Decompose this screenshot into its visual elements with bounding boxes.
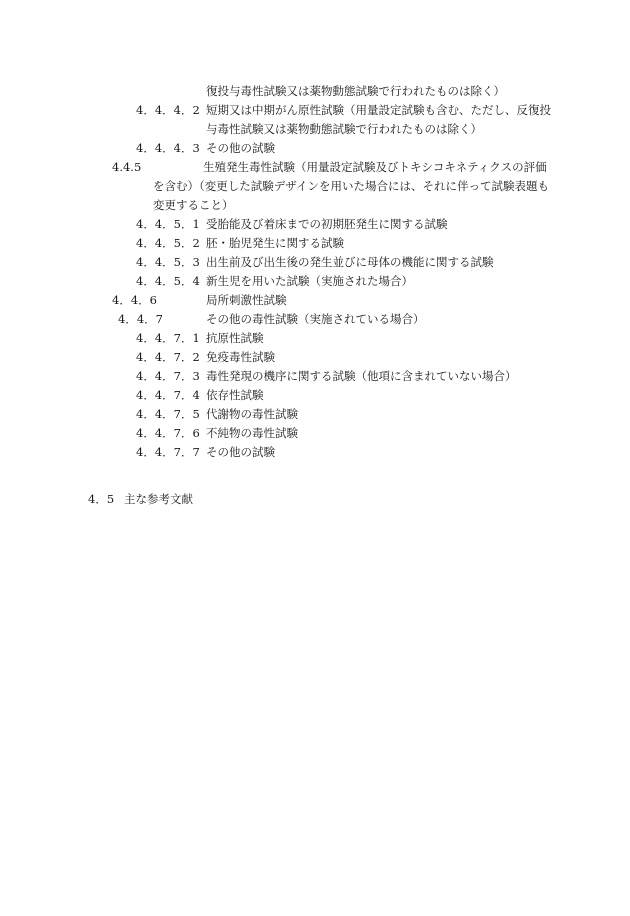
toc-continuation: 変更すること） bbox=[153, 198, 234, 212]
toc-section-title: 主な参考文献 bbox=[124, 492, 193, 506]
toc-title: 代謝物の毒性試験 bbox=[206, 407, 298, 421]
toc-number: 4．4．5．1 bbox=[136, 217, 200, 231]
toc-number: 4．4．6 bbox=[112, 293, 157, 307]
toc-number: 4．4．7．2 bbox=[136, 350, 200, 364]
toc-title: 抗原性試験 bbox=[206, 331, 264, 345]
toc-title: その他の試験 bbox=[206, 445, 275, 459]
toc-number: 4．4．4．3 bbox=[136, 141, 200, 155]
toc-title: 免疫毒性試験 bbox=[206, 350, 275, 364]
toc-title: 短期又は中期がん原性試験（用量設定試験も含む、ただし、反復投 bbox=[206, 103, 551, 117]
toc-number: 4．4．5．4 bbox=[136, 274, 200, 288]
toc-number: 4．4．5．2 bbox=[136, 236, 200, 250]
toc-number: 4．4．7 bbox=[118, 312, 163, 326]
toc-number: 4．4．7．5 bbox=[136, 407, 200, 421]
toc-title: 毒性発現の機序に関する試験（他項に含まれていない場合） bbox=[206, 369, 517, 383]
toc-section-number: 4．5 bbox=[88, 492, 115, 506]
toc-number: 4．4．7．6 bbox=[136, 426, 200, 440]
toc-continuation: 復投与毒性試験又は薬物動態試験で行われたものは除く） bbox=[206, 84, 505, 98]
toc-title: 出生前及び出生後の発生並びに母体の機能に関する試験 bbox=[206, 255, 494, 269]
toc-continuation: 与毒性試験又は薬物動態試験で行われたものは除く） bbox=[206, 122, 482, 136]
toc-number: 4.4.5 bbox=[112, 160, 142, 174]
toc-title: 新生児を用いた試験（実施された場合） bbox=[206, 274, 413, 288]
toc-title: 受胎能及び着床までの初期胚発生に関する試験 bbox=[206, 217, 448, 231]
toc-title: 生殖発生毒性試験（用量設定試験及びトキシコキネティクスの評価 bbox=[203, 160, 547, 174]
toc-title: 不純物の毒性試験 bbox=[206, 426, 298, 440]
toc-number: 4．4．5．3 bbox=[136, 255, 200, 269]
toc-title: 依存性試験 bbox=[206, 388, 264, 402]
toc-number: 4．4．7．7 bbox=[136, 445, 200, 459]
toc-number: 4．4．4．2 bbox=[136, 103, 200, 117]
toc-title: その他の試験 bbox=[206, 141, 275, 155]
toc-number: 4．4．7．3 bbox=[136, 369, 200, 383]
toc-title: 局所刺激性試験 bbox=[206, 293, 287, 307]
toc-title: その他の毒性試験（実施されている場合） bbox=[206, 312, 425, 326]
toc-continuation: を含む）（変更した試験デザインを用いた場合には、それに伴って試験表題も bbox=[153, 179, 549, 193]
toc-title: 胚・胎児発生に関する試験 bbox=[206, 236, 344, 250]
toc-number: 4．4．7．4 bbox=[136, 388, 200, 402]
toc-number: 4．4．7．1 bbox=[136, 331, 200, 345]
